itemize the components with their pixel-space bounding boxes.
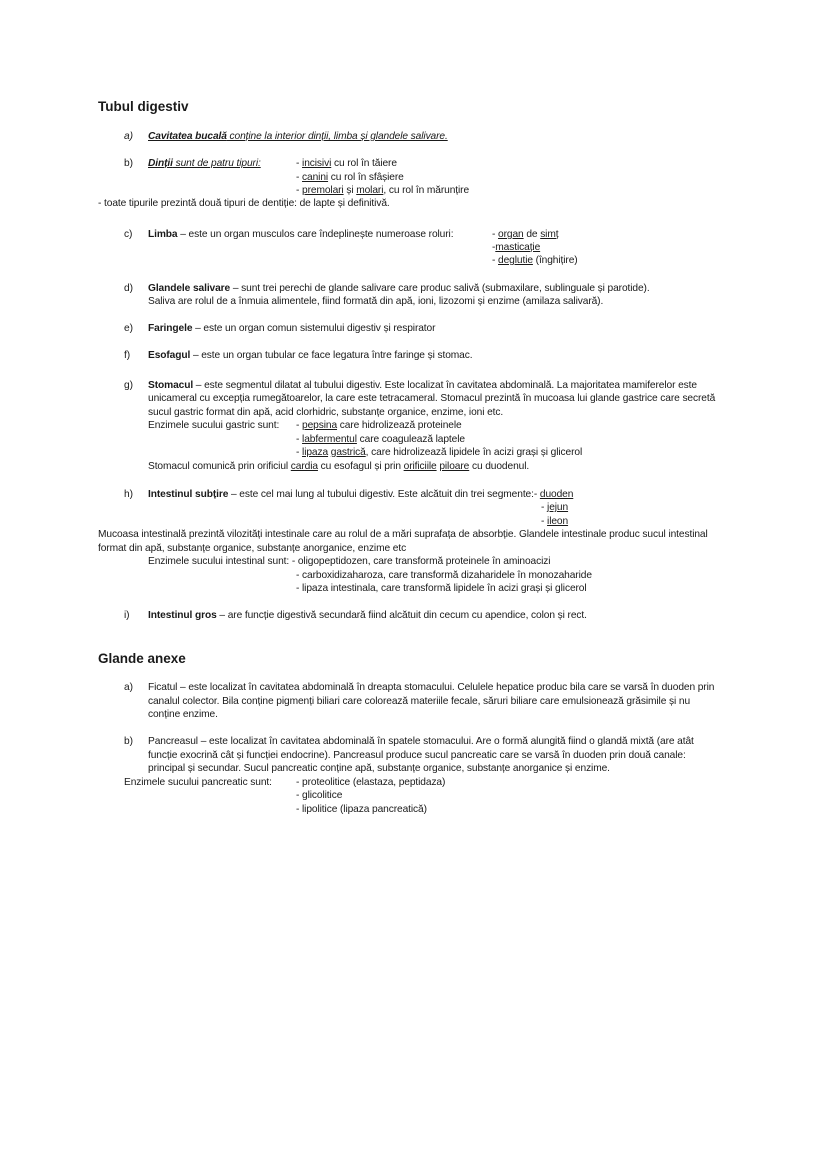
gland-b-line3: principal și secundar. Sucul pancreatic conține apă, substanțe organice, substanțe anorganice și enzime.: [148, 763, 610, 774]
gastric-enzymes-label: Enzimele sucului gastric sunt:: [148, 420, 280, 431]
heading-tubul-digestiv: Tubul digestiv: [98, 99, 189, 114]
limba-role-1: - organ de simț: [492, 229, 559, 240]
item-g-line2: unicameral cu excepția rumegătoarelor, la care este tetracameral. Stomacul prezintă în mucoasa lui glande gastrice care secretă: [148, 393, 716, 404]
gland-a-line3: conține enzime.: [148, 709, 218, 720]
item-d-text: [148, 282, 650, 295]
item-f-rest: – este un organ tubular ce face legatura între faringe și stomac.: [190, 350, 473, 361]
term-ileon: ileon: [547, 516, 569, 527]
term-organ: organ: [498, 229, 524, 240]
pancreatic-enzyme-1: - proteolitice (elastaza, peptidaza): [296, 777, 446, 788]
intestinal-enzyme-3: - lipaza intestinala, care transformă lipidele în acizi grași și glicerol: [296, 583, 587, 594]
term-jejun: jejun: [547, 502, 569, 513]
term-cavitatea-bucala: Cavitatea bucală: [148, 131, 227, 142]
pancreatic-enzyme-3: - lipolitice (lipaza pancreatică): [296, 804, 427, 815]
gastric-enzyme-lipaza: - lipaza gastrică, care hidrolizează lipidele în acizi grași și glicerol: [296, 447, 583, 458]
teeth-type-incisivi: - incisivi cu rol în tăiere: [296, 158, 397, 169]
molari-role: , cu rol în mărunțire: [383, 185, 470, 196]
item-h-text: [148, 488, 573, 501]
term-faringele: Faringele: [148, 323, 193, 334]
segment-jejun: - jejun: [541, 502, 569, 513]
lipaza-role: , care hidrolizează lipidele în acizi grași și glicerol: [365, 447, 583, 458]
mucosa-line2: format din apă, substanțe organice, substanțe anorganice, enzime etc: [98, 543, 407, 554]
term-piloare: piloare: [439, 461, 470, 472]
gland-b-line1: Pancreasul – este localizat în cavitatea abdominală în spatele stomacului. Are o formă alungită fiind o glandă mixtă (are atât: [148, 736, 694, 747]
term-pepsina: pepsina: [302, 420, 338, 431]
item-b-text: [148, 157, 261, 170]
item-g-rest: – este segmentul dilatat al tubului digestiv. Este localizat în cavitatea abdominală. La majoritatea mamiferelor este: [193, 380, 697, 391]
term-canini: canini: [302, 172, 329, 183]
teeth-type-molari: - premolari și molari, cu rol în mărunțire: [296, 185, 470, 196]
term-limba: Limba: [148, 229, 178, 240]
incisivi-role: cu rol în tăiere: [331, 158, 397, 169]
intestinal-enzyme-1: - oligopeptidozen, care transformă proteinele în aminoacizi: [289, 556, 551, 567]
term-glandele-salivare: Glandele salivare: [148, 283, 231, 294]
deglutie-note: (înghițire): [532, 255, 578, 266]
term-labfermentul: labfermentul: [302, 434, 357, 445]
openings-text-b: cu esofagul și prin: [317, 461, 404, 472]
term-premolari: premolari: [302, 185, 344, 196]
item-c-text: [148, 228, 453, 241]
premolari-and: și: [343, 185, 357, 196]
term-duoden: duoden: [539, 489, 574, 500]
item-e-rest: – este un organ comun sistemului digestiv și respirator: [192, 323, 436, 334]
item-h-rest: – este cel mai lung al tubului digestiv. Este alcătuit din trei segmente:-: [228, 489, 540, 500]
heading-glande-anexe: Glande anexe: [98, 651, 186, 666]
term-dintii: Dinții: [148, 158, 173, 169]
item-b-marker: b): [124, 158, 133, 169]
organ-de: de: [523, 229, 541, 240]
gastric-enzyme-pepsina: - pepsina care hidrolizează proteinele: [296, 420, 462, 431]
term-stomacul: Stomacul: [148, 380, 194, 391]
term-esofagul: Esofagul: [148, 350, 191, 361]
term-masticatie: masticație: [495, 242, 541, 253]
term-orificiile: orificiile: [403, 461, 437, 472]
pancreatic-enzyme-2: - glicolitice: [296, 790, 343, 801]
stomach-openings: [148, 460, 529, 473]
term-deglutie: deglutie: [498, 255, 533, 266]
gland-a-marker: a): [124, 682, 133, 693]
item-g-text: [148, 379, 697, 392]
intestinal-enzymes-label-text: Enzimele sucului intestinal sunt:: [148, 556, 290, 567]
item-f-text: [148, 349, 472, 362]
gastric-enzyme-labferment: - labfermentul care coagulează laptele: [296, 434, 465, 445]
term-intestinul-subtire: Intestinul subțire: [148, 489, 229, 500]
mucosa-line1: Mucoasa intestinală prezintă vilozități intestinale care au rolul de a mări suprafața de absorbție. Glandele intestinale produc sucul intestinal: [98, 529, 708, 540]
item-i-text: [148, 609, 587, 622]
gland-a-line1: Ficatul – este localizat în cavitatea abdominală în dreapta stomacului. Celulele hepatice produc bila care se varsă în duoden prin: [148, 682, 715, 693]
term-molari: molari: [356, 185, 384, 196]
term-intestinul-gros: Intestinul gros: [148, 610, 217, 621]
limba-role-3: - deglutie (înghițire): [492, 255, 578, 266]
term-gastrica: gastrică: [330, 447, 366, 458]
item-h-marker: h): [124, 489, 133, 500]
item-b-rest: sunt de patru tipuri:: [172, 158, 261, 169]
item-d-line2: Saliva are rolul de a înmuia alimentele, fiind formată din apă, ioni, lizozomi și enzime (amilaza salivară).: [148, 296, 604, 307]
limba-role-2: -masticație: [492, 242, 541, 253]
item-g-line3: sucul gastric format din apă, acid clorhidric, substanțe organice, enzime, ioni etc.: [148, 407, 504, 418]
item-e-marker: e): [124, 323, 133, 334]
intestinal-enzyme-2: - carboxidizaharoza, care transformă dizaharidele în monozaharide: [296, 570, 592, 581]
item-d-marker: d): [124, 283, 133, 294]
teeth-note: - toate tipurile prezintă două tipuri de dentiție: de lapte și definitivă.: [98, 198, 390, 209]
term-lipaza: lipaza: [302, 447, 329, 458]
item-e-text: [148, 322, 435, 335]
teeth-type-canini: - canini cu rol în sfâșiere: [296, 172, 404, 183]
pepsina-role: care hidrolizează proteinele: [337, 420, 462, 431]
labferment-role: care coagulează laptele: [356, 434, 465, 445]
term-incisivi: incisivi: [302, 158, 332, 169]
openings-text-d: cu duodenul.: [469, 461, 530, 472]
item-a-text: [148, 130, 448, 143]
gland-a-line2: canalul colector. Bila conține pigmenți biliari care colorează materiile fecale, săruri biliare care emulsionează grăsimile și nu: [148, 696, 691, 707]
pancreatic-enzymes-label: Enzimele sucului pancreatic sunt:: [124, 777, 272, 788]
item-a-rest: conține la interior dinții, limba și glandele salivare.: [226, 131, 448, 142]
gland-b-marker: b): [124, 736, 133, 747]
gland-b-line2: funcție exocrină cât și funcției endocrine). Pancreasul produce sucul pancreatic care se varsă în duoden prin două canale:: [148, 750, 686, 761]
term-cardia: cardia: [290, 461, 318, 472]
item-g-marker: g): [124, 380, 133, 391]
item-c-marker: c): [124, 229, 133, 240]
item-i-marker: i): [124, 610, 130, 621]
openings-text-a: Stomacul comunică prin orificiul: [148, 461, 291, 472]
segment-ileon: - ileon: [541, 516, 569, 527]
item-i-rest: – are funcție digestivă secundară fiind alcătuit din cecum cu apendice, colon și rect.: [216, 610, 587, 621]
item-a-marker: a): [124, 131, 133, 142]
item-c-rest: – este un organ musculos care îndeplinește numeroase roluri:: [177, 229, 454, 240]
term-simt: simț: [540, 229, 559, 240]
item-f-marker: f): [124, 350, 131, 361]
canini-role: cu rol în sfâșiere: [328, 172, 404, 183]
item-d-rest: – sunt trei perechi de glande salivare care produc salivă (submaxilare, sublinguale și parotide).: [230, 283, 650, 294]
intestinal-enzymes-label: [148, 555, 550, 568]
